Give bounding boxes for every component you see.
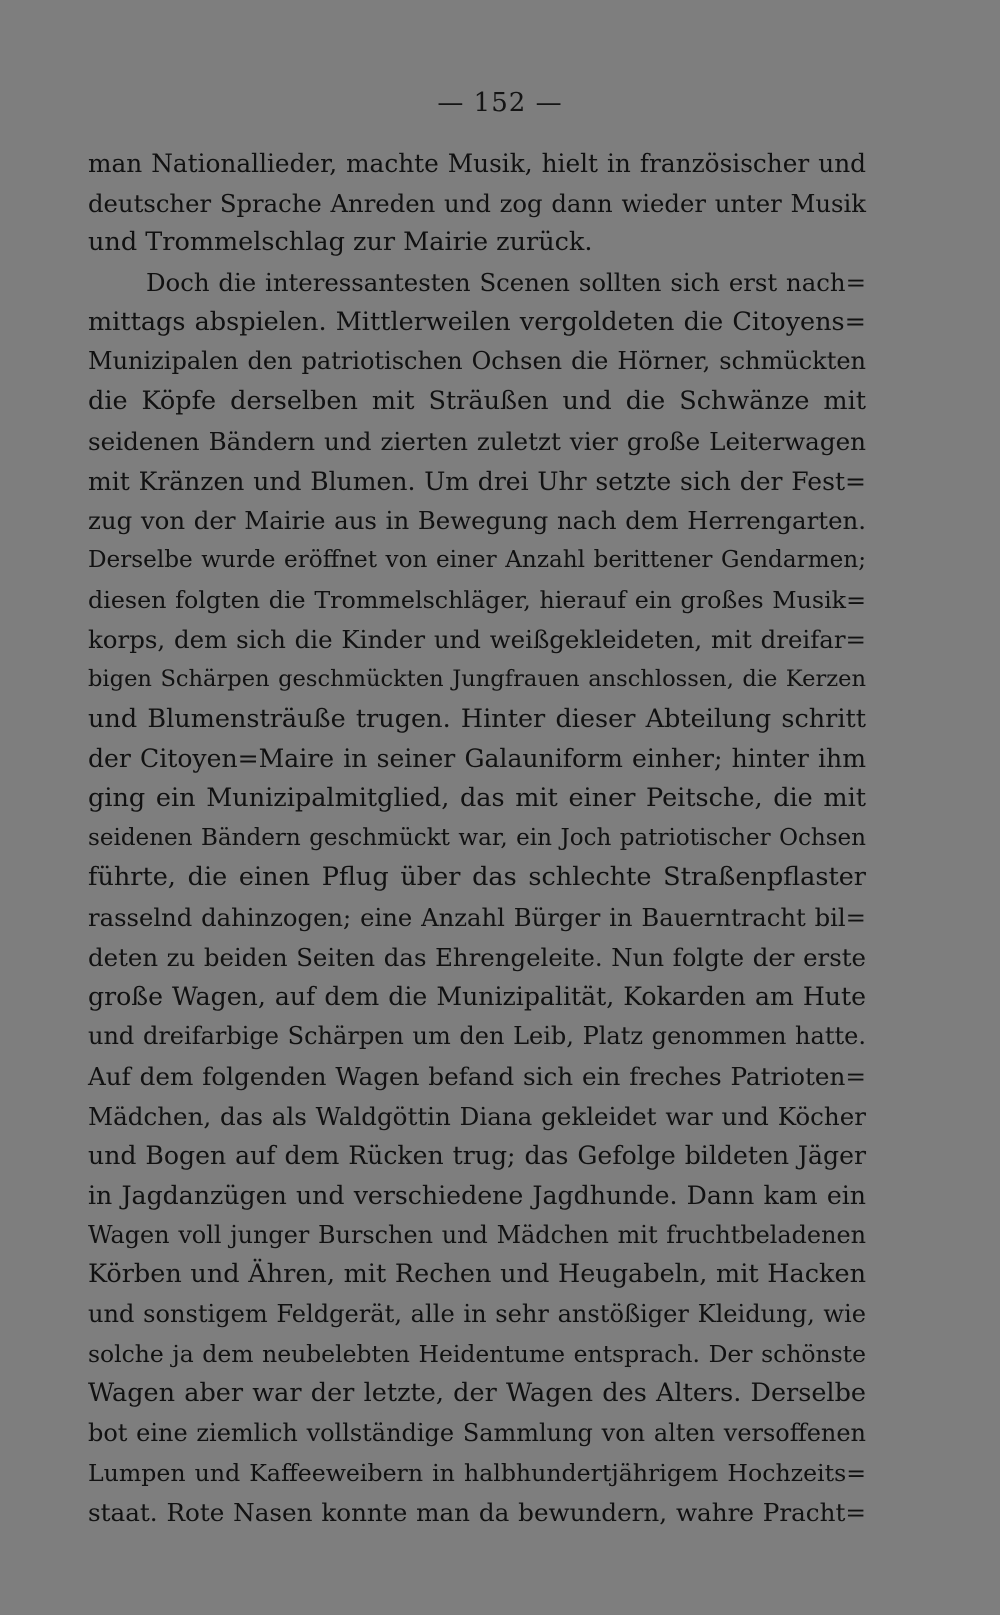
text-line: und Blumensträuße trugen. Hinter dieser Abteilung schritt bbox=[88, 703, 866, 734]
text-line: seidenen Bändern geschmückt war, ein Joch patriotischer Ochsen bbox=[88, 824, 866, 851]
text-line: Mädchen, das als Waldgöttin Diana gekleidet war und Köcher bbox=[88, 1101, 866, 1131]
text-line: und Bogen auf dem Rücken trug; das Gefolge bildeten Jäger bbox=[88, 1141, 866, 1171]
text-line: rasselnd dahinzogen; eine Anzahl Bürger in Bauerntracht bil= bbox=[88, 903, 866, 933]
text-line: mittags abspielen. Mittlerweilen vergoldeten die Citoyens= bbox=[88, 306, 866, 337]
text-line: seidenen Bändern und zierten zuletzt vier große Leiterwagen bbox=[88, 426, 866, 456]
text-line: Derselbe wurde eröffnet von einer Anzahl berittener Gendarmen; bbox=[88, 546, 866, 573]
text-line: der Citoyen=Maire in seiner Galauniform einher; hinter ihm bbox=[88, 744, 866, 774]
text-line: staat. Rote Nasen konnte man da bewundern, wahre Pracht= bbox=[88, 1498, 866, 1528]
text-line: und sonstigem Feldgerät, alle in sehr anstößiger Kleidung, wie bbox=[88, 1299, 866, 1328]
page-number: — 152 — bbox=[437, 88, 563, 118]
text-line: große Wagen, auf dem die Munizipalität, Kokarden am Hute bbox=[88, 982, 866, 1012]
text-line: mit Kränzen und Blumen. Um drei Uhr setzte sich der Fest= bbox=[88, 466, 866, 496]
text-line: führte, die einen Pflug über das schlechte Straßenpflaster bbox=[88, 862, 866, 893]
text-line: man Nationallieder, machte Musik, hielt in französischer und bbox=[88, 149, 866, 178]
text-line: Auf dem folgenden Wagen befand sich ein freches Patrioten= bbox=[88, 1061, 866, 1091]
text-line: ging ein Munizipalmitglied, das mit einer Peitsche, die mit bbox=[88, 783, 866, 813]
text-line: und dreifarbige Schärpen um den Leib, Platz genommen hatte. bbox=[88, 1022, 866, 1051]
text-line: deten zu beiden Seiten das Ehrengeleite. Nun folgte der erste bbox=[88, 942, 866, 972]
text-line: zug von der Mairie aus in Bewegung nach dem Herrengarten. bbox=[88, 506, 866, 536]
body-text bbox=[88, 144, 866, 1533]
text-line: in Jagdanzügen und verschiedene Jagdhunde. Dann kam ein bbox=[88, 1180, 866, 1210]
text-line: solche ja dem neubelebten Heidentume entsprach. Der schönste bbox=[88, 1339, 866, 1368]
text-line: Wagen aber war der letzte, der Wagen des Alters. Derselbe bbox=[88, 1378, 866, 1409]
text-line: diesen folgten die Trommelschläger, hierauf ein großes Musik= bbox=[88, 585, 866, 614]
text-line: Wagen voll junger Burschen und Mädchen mit fruchtbeladenen bbox=[88, 1220, 866, 1249]
text-line: und Trommelschlag zur Mairie zurück. bbox=[88, 227, 593, 258]
text-line: Lumpen und Kaffeeweibern in halbhundertjährigem Hochzeits= bbox=[88, 1458, 866, 1487]
text-line: deutscher Sprache Anreden und zog dann wieder unter Musik bbox=[88, 188, 866, 218]
text-line: bot eine ziemlich vollständige Sammlung von alten versoffenen bbox=[88, 1419, 866, 1447]
text-line: Munizipalen den patriotischen Ochsen die Hörner, schmückten bbox=[88, 347, 866, 376]
text-line: Körben und Ähren, mit Rechen und Heugabeln, mit Hacken bbox=[88, 1259, 866, 1290]
text-line: die Köpfe derselben mit Sträußen und die Schwänze mit bbox=[88, 386, 866, 417]
text-line: bigen Schärpen geschmückten Jungfrauen anschlossen, die Kerzen bbox=[88, 665, 866, 692]
text-line: Doch die interessantesten Scenen sollten sich erst nach= bbox=[146, 268, 866, 298]
text-line: korps, dem sich die Kinder und weißgekleideten, mit dreifar= bbox=[88, 625, 866, 655]
